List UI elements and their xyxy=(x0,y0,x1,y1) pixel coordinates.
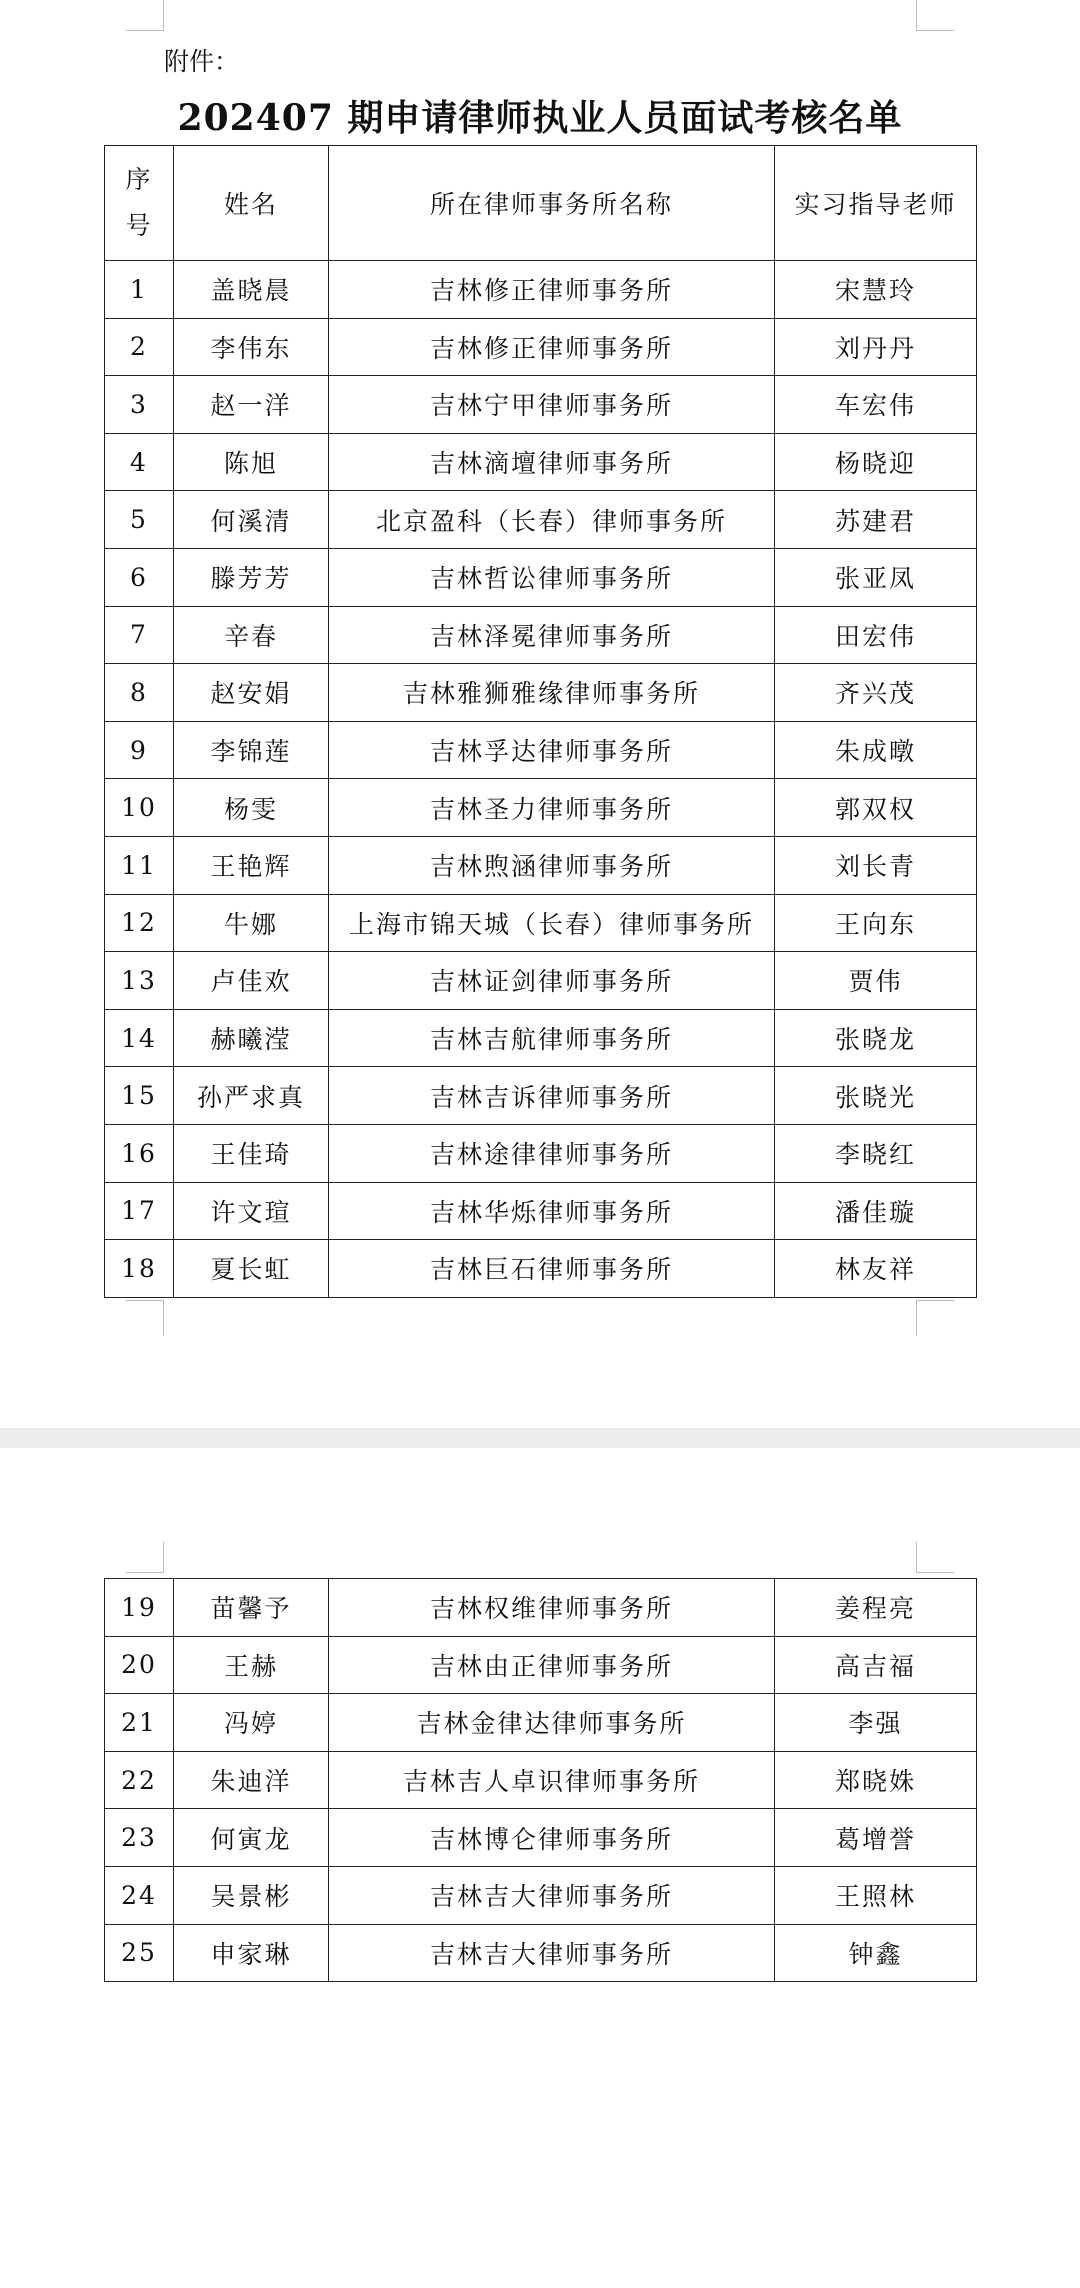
table-row xyxy=(105,779,977,837)
row-name: 申家琳 xyxy=(174,1924,329,1982)
row-number: 7 xyxy=(105,606,174,664)
row-firm: 吉林修正律师事务所 xyxy=(329,261,775,319)
row-firm: 吉林吉诉律师事务所 xyxy=(329,1067,775,1125)
row-number: 24 xyxy=(105,1866,174,1924)
row-mentor: 车宏伟 xyxy=(775,376,977,434)
table-row xyxy=(105,1182,977,1240)
table-row xyxy=(105,376,977,434)
table-header-row xyxy=(105,146,977,261)
document-page-2 xyxy=(0,1448,1080,2288)
row-firm: 吉林博仑律师事务所 xyxy=(329,1809,775,1867)
table-row xyxy=(105,1636,977,1694)
table-row xyxy=(105,1124,977,1182)
row-name: 夏长虹 xyxy=(174,1240,329,1298)
row-name: 杨雯 xyxy=(174,779,329,837)
row-firm: 吉林权维律师事务所 xyxy=(329,1579,775,1637)
row-name: 冯婷 xyxy=(174,1694,329,1752)
row-name: 李锦莲 xyxy=(174,721,329,779)
row-number: 5 xyxy=(105,491,174,549)
row-name: 赵一洋 xyxy=(174,376,329,434)
row-number: 1 xyxy=(105,261,174,319)
header-seq-line1: 序 xyxy=(125,165,153,194)
row-mentor: 钟鑫 xyxy=(775,1924,977,1982)
table-row xyxy=(105,836,977,894)
table-row xyxy=(105,433,977,491)
row-number: 16 xyxy=(105,1124,174,1182)
row-firm: 吉林吉航律师事务所 xyxy=(329,1009,775,1067)
table-row xyxy=(105,318,977,376)
row-number: 3 xyxy=(105,376,174,434)
row-mentor: 朱成暾 xyxy=(775,721,977,779)
table-row xyxy=(105,1579,977,1637)
row-number: 17 xyxy=(105,1182,174,1240)
row-name: 苗馨予 xyxy=(174,1579,329,1637)
row-firm: 吉林吉人卓识律师事务所 xyxy=(329,1751,775,1809)
row-number: 18 xyxy=(105,1240,174,1298)
table-row xyxy=(105,721,977,779)
row-number: 23 xyxy=(105,1809,174,1867)
row-mentor: 苏建君 xyxy=(775,491,977,549)
row-firm: 吉林途律律师事务所 xyxy=(329,1124,775,1182)
row-number: 13 xyxy=(105,952,174,1010)
row-name: 盖晓晨 xyxy=(174,261,329,319)
row-number: 4 xyxy=(105,433,174,491)
table-row xyxy=(105,606,977,664)
row-mentor: 李强 xyxy=(775,1694,977,1752)
row-firm: 北京盈科（长春）律师事务所 xyxy=(329,491,775,549)
row-mentor: 王照林 xyxy=(775,1866,977,1924)
row-number: 9 xyxy=(105,721,174,779)
row-mentor: 杨晓迎 xyxy=(775,433,977,491)
row-name: 陈旭 xyxy=(174,433,329,491)
row-number: 20 xyxy=(105,1636,174,1694)
row-mentor: 贾伟 xyxy=(775,952,977,1010)
row-number: 12 xyxy=(105,894,174,952)
row-firm: 吉林证剑律师事务所 xyxy=(329,952,775,1010)
row-firm: 吉林泽冕律师事务所 xyxy=(329,606,775,664)
row-name: 何寅龙 xyxy=(174,1809,329,1867)
row-firm: 吉林哲讼律师事务所 xyxy=(329,548,775,606)
table-row xyxy=(105,952,977,1010)
row-firm: 吉林孚达律师事务所 xyxy=(329,721,775,779)
row-mentor: 姜程亮 xyxy=(775,1579,977,1637)
row-name: 赵安娟 xyxy=(174,664,329,722)
table-row xyxy=(105,261,977,319)
row-name: 王佳琦 xyxy=(174,1124,329,1182)
row-name: 许文瑄 xyxy=(174,1182,329,1240)
row-firm: 吉林吉大律师事务所 xyxy=(329,1866,775,1924)
row-name: 牛娜 xyxy=(174,894,329,952)
row-name: 王艳辉 xyxy=(174,836,329,894)
row-number: 14 xyxy=(105,1009,174,1067)
roster-table-part-1 xyxy=(104,145,977,1298)
row-name: 滕芳芳 xyxy=(174,548,329,606)
row-mentor: 刘长青 xyxy=(775,836,977,894)
row-number: 2 xyxy=(105,318,174,376)
row-number: 21 xyxy=(105,1694,174,1752)
row-name: 孙严求真 xyxy=(174,1067,329,1125)
table-row xyxy=(105,894,977,952)
row-name: 李伟东 xyxy=(174,318,329,376)
row-name: 赫曦滢 xyxy=(174,1009,329,1067)
row-mentor: 高吉福 xyxy=(775,1636,977,1694)
row-mentor: 张晓光 xyxy=(775,1067,977,1125)
row-number: 19 xyxy=(105,1579,174,1637)
row-firm: 吉林金律达律师事务所 xyxy=(329,1694,775,1752)
row-mentor: 王向东 xyxy=(775,894,977,952)
table-row xyxy=(105,491,977,549)
document-title: 202407 期申请律师执业人员面试考核名单 xyxy=(177,97,903,139)
row-mentor: 刘丹丹 xyxy=(775,318,977,376)
row-firm: 吉林华烁律师事务所 xyxy=(329,1182,775,1240)
header-name: 姓名 xyxy=(174,146,329,261)
row-firm: 吉林巨石律师事务所 xyxy=(329,1240,775,1298)
row-mentor: 李晓红 xyxy=(775,1124,977,1182)
header-seq-line2: 号 xyxy=(125,211,153,240)
row-name: 辛春 xyxy=(174,606,329,664)
table-row xyxy=(105,1240,977,1298)
row-mentor: 郑晓姝 xyxy=(775,1751,977,1809)
page-separator xyxy=(0,1428,1080,1448)
table-row xyxy=(105,664,977,722)
row-name: 王赫 xyxy=(174,1636,329,1694)
row-mentor: 葛增誉 xyxy=(775,1809,977,1867)
table-row xyxy=(105,1694,977,1752)
row-name: 朱迪洋 xyxy=(174,1751,329,1809)
row-firm: 吉林雅狮雅缘律师事务所 xyxy=(329,664,775,722)
row-firm: 吉林宁甲律师事务所 xyxy=(329,376,775,434)
row-firm: 吉林修正律师事务所 xyxy=(329,318,775,376)
row-mentor: 齐兴茂 xyxy=(775,664,977,722)
table-row xyxy=(105,1067,977,1125)
row-mentor: 宋慧玲 xyxy=(775,261,977,319)
header-seq xyxy=(105,146,174,261)
row-mentor: 田宏伟 xyxy=(775,606,977,664)
row-number: 15 xyxy=(105,1067,174,1125)
attachment-label: 附件： xyxy=(164,47,240,76)
row-mentor: 张晓龙 xyxy=(775,1009,977,1067)
row-number: 8 xyxy=(105,664,174,722)
row-name: 卢佳欢 xyxy=(174,952,329,1010)
table-row xyxy=(105,1866,977,1924)
row-number: 11 xyxy=(105,836,174,894)
row-firm: 吉林煦涵律师事务所 xyxy=(329,836,775,894)
row-number: 6 xyxy=(105,548,174,606)
header-firm: 所在律师事务所名称 xyxy=(329,146,775,261)
row-name: 吴景彬 xyxy=(174,1866,329,1924)
table-row xyxy=(105,1751,977,1809)
table-row xyxy=(105,1009,977,1067)
table-row xyxy=(105,1809,977,1867)
table-row xyxy=(105,548,977,606)
row-mentor: 郭双权 xyxy=(775,779,977,837)
row-mentor: 林友祥 xyxy=(775,1240,977,1298)
row-firm: 吉林滴壇律师事务所 xyxy=(329,433,775,491)
row-number: 25 xyxy=(105,1924,174,1982)
header-mentor: 实习指导老师 xyxy=(775,146,977,261)
row-firm: 吉林由正律师事务所 xyxy=(329,1636,775,1694)
row-name: 何溪清 xyxy=(174,491,329,549)
row-mentor: 潘佳璇 xyxy=(775,1182,977,1240)
table-row xyxy=(105,1924,977,1982)
row-firm: 上海市锦天城（长春）律师事务所 xyxy=(329,894,775,952)
row-firm: 吉林圣力律师事务所 xyxy=(329,779,775,837)
row-number: 10 xyxy=(105,779,174,837)
roster-table-part-2 xyxy=(104,1578,977,1982)
row-number: 22 xyxy=(105,1751,174,1809)
row-mentor: 张亚凤 xyxy=(775,548,977,606)
row-firm: 吉林吉大律师事务所 xyxy=(329,1924,775,1982)
